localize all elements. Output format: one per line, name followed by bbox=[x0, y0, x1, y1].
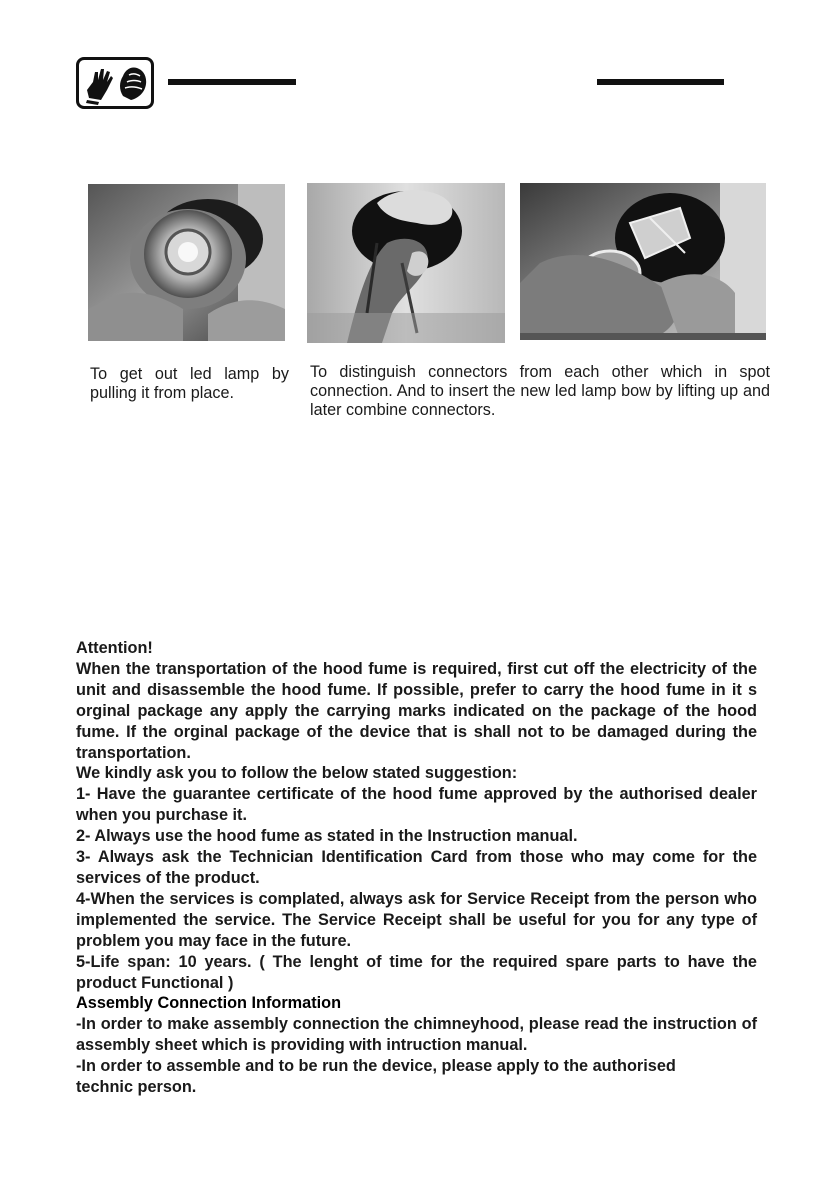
transport-paragraph: When the transportation of the hood fume is required, first cut off the electricity of the unit and disassemble the hood fume. If possible, prefer to carry the hood fume in it s orginal package any apply the carrying marks indicated on the package of the hood fume. If the orginal package of the device that is shall not to be damaged during the transportation. bbox=[76, 659, 757, 762]
caption-connectors: To distinguish connectors from each other which in spot connection. And to insert the new led lamp bow by lifting up and later combine connectors. bbox=[310, 363, 770, 419]
assembly-instruction: -In order to assemble and to be run the device, please apply to the authorised technic person. bbox=[76, 1057, 676, 1097]
connectors-photo bbox=[307, 183, 505, 343]
attention-heading: Attention! bbox=[76, 639, 153, 657]
suggestion-item: 5-Life span: 10 years. ( The lenght of time for the required spare parts to have the product Functional ) bbox=[76, 952, 757, 992]
assembly-instruction: -In order to make assembly connection the chimneyhood, please read the instruction of assembly sheet which is providing with intruction manual. bbox=[76, 1015, 757, 1055]
led-lamp-removal-photo bbox=[88, 184, 285, 341]
caption-remove-lamp: To get out led lamp by pulling it from place. bbox=[90, 365, 289, 402]
new-lamp-photo bbox=[520, 183, 766, 340]
header-rule-right bbox=[597, 79, 724, 85]
suggestion-item: 3- Always ask the Technician Identification Card from those who may come for the services of the product. bbox=[76, 848, 757, 887]
notice-section bbox=[76, 638, 757, 1098]
assembly-heading: Assembly Connection Information bbox=[76, 994, 342, 1013]
suggestion-item: 4-When the services is complated, always ask for Service Receipt from the person who implemented the service. The Service Receipt shall be useful for you for any type of problem you may face in the future. bbox=[76, 889, 757, 950]
suggestion-item: 1- Have the guarantee certificate of the hood fume approved by the authorised dealer when you purchase it. bbox=[76, 785, 757, 825]
suggestion-intro: We kindly ask you to follow the below stated suggestion: bbox=[76, 764, 518, 783]
header-rule-left bbox=[168, 79, 296, 85]
suggestion-item: 2- Always use the hood fume as stated in the Instruction manual. bbox=[76, 827, 578, 846]
gloves-icon bbox=[76, 57, 154, 109]
